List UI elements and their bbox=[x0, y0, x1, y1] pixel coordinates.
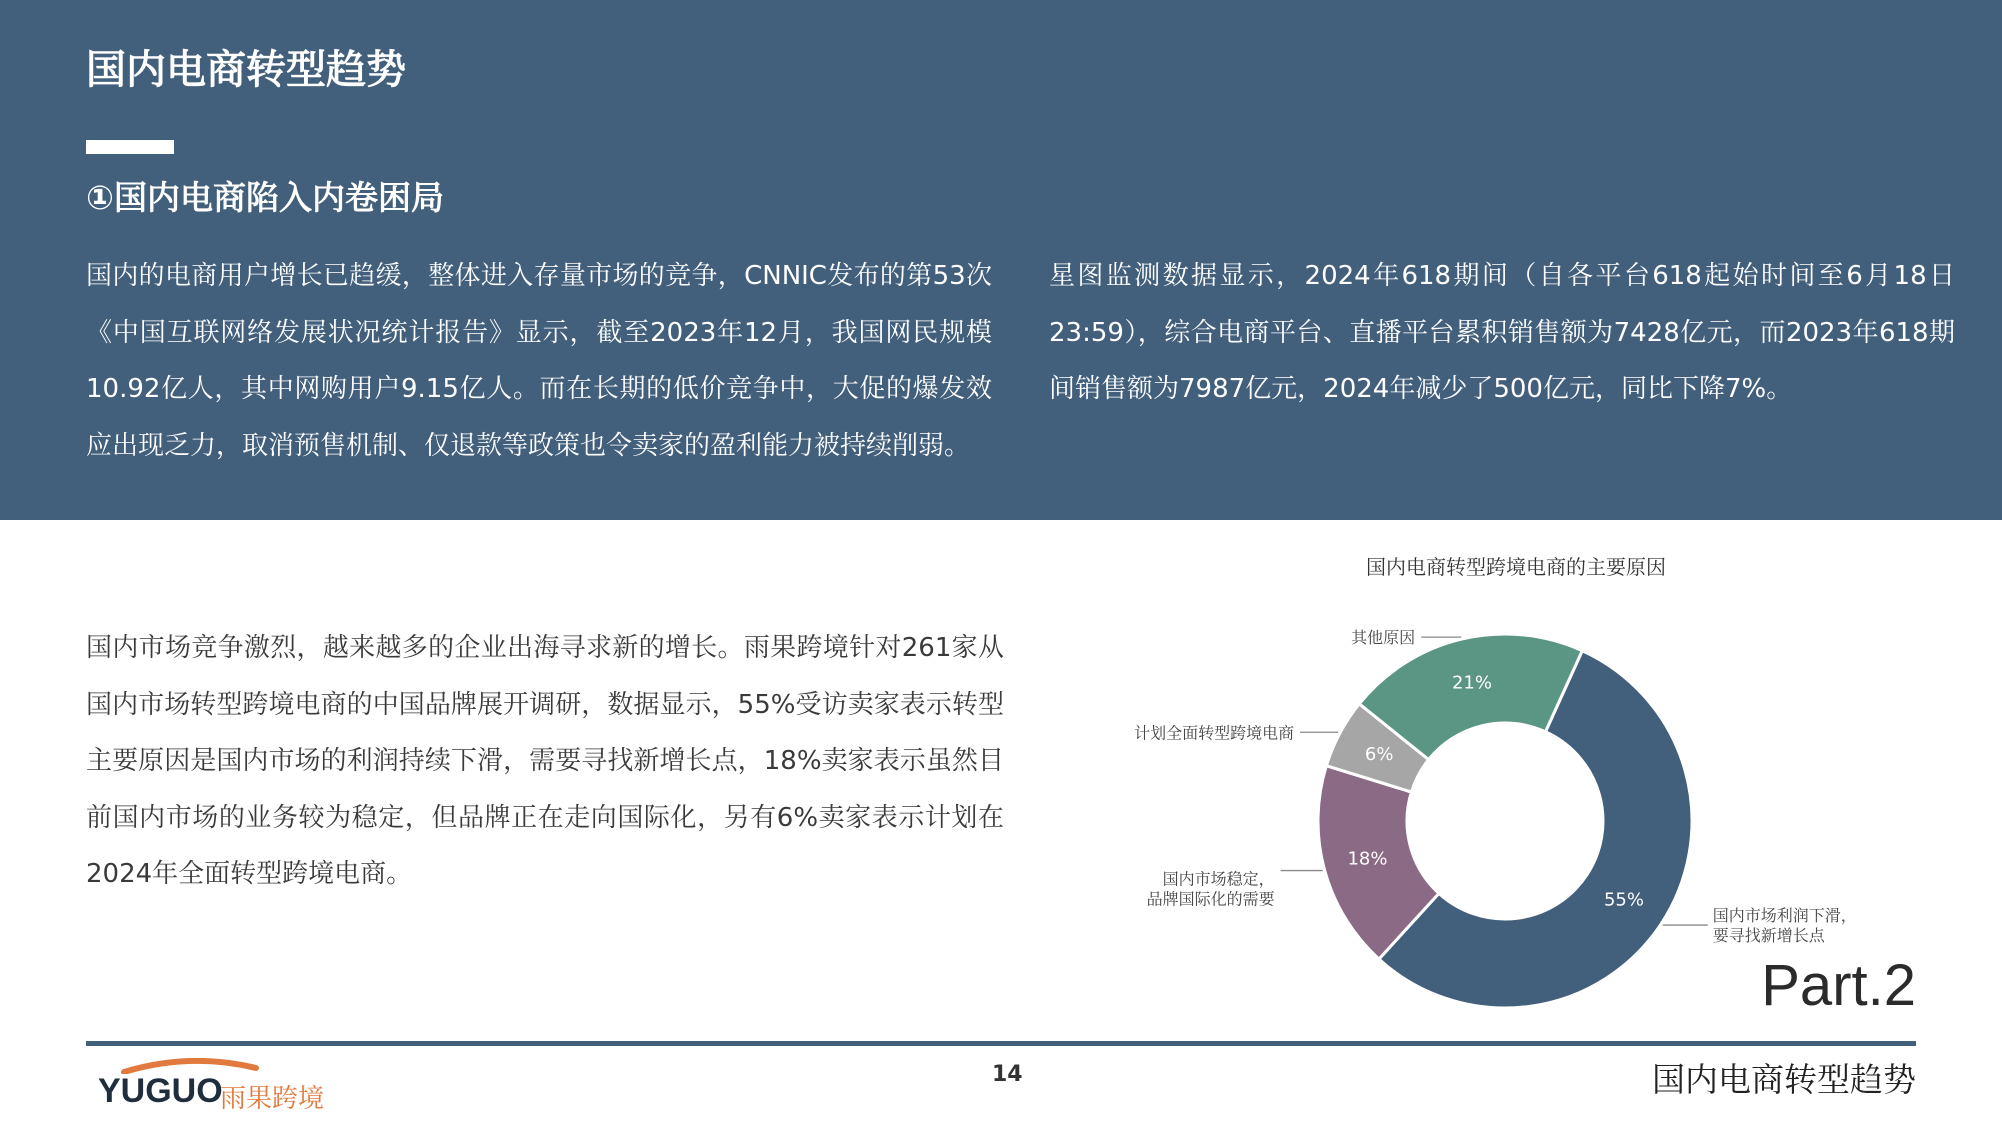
paragraph-user-growth: 国内的电商用户增长已趋缓，整体进入存量市场的竞争，CNNIC发布的第53次《中国互联网络发展状况统计报告》显示，截至2023年12月，我国网民规模10.92亿人，其中网购用户9.15亿人。而在长期的低价竞争中，大促的爆发效应出现乏力，取消预售机制、仅退款等政策也令卖家的盈利能力被持续削弱。 bbox=[86, 261, 992, 461]
paragraph-survey: 国内市场竞争激烈，越来越多的企业出海寻求新的增长。雨果跨境针对261家从国内市场转型跨境电商的中国品牌展开调研，数据显示，55%受访卖家表示转型主要原因是国内市场的利润持续下滑，需要寻找新增长点，18%卖家表示虽然目前国内市场的业务较为稳定，但品牌正在走向国际化，另有6%卖家表示计划在2024年全面转型跨境电商。 bbox=[86, 633, 1004, 889]
slice-value-label: 21% bbox=[1451, 672, 1492, 694]
chart-title: 国内电商转型跨境电商的主要原因 bbox=[1366, 555, 1666, 579]
brand-logo bbox=[98, 1058, 338, 1114]
slice-category-label: 其他原因 bbox=[1351, 628, 1416, 648]
page-number: 14 bbox=[992, 1062, 1023, 1087]
slice-value-label: 18% bbox=[1347, 848, 1388, 870]
donut-chart-svg bbox=[1080, 540, 2000, 1010]
section-heading: ①国内电商陷入内卷困局 bbox=[86, 178, 444, 217]
title-underline-bar bbox=[86, 140, 174, 154]
slice-category-label: 国内市场利润下滑， bbox=[1712, 906, 1857, 926]
slice-category-label: 品牌国际化的需要 bbox=[1146, 889, 1275, 909]
logo-text-cn: 雨果跨境 bbox=[220, 1084, 325, 1114]
page-title: 国内电商转型趋势 bbox=[86, 47, 406, 93]
donut-chart bbox=[1080, 540, 2000, 1010]
slice-value-label: 6% bbox=[1364, 744, 1394, 766]
footer-divider bbox=[86, 1041, 1916, 1046]
paragraph-618-sales: 星图监测数据显示，2024年618期间（自各平台618起始时间至6月18日23:59），综合电商平台、直播平台累积销售额为7428亿元，而2023年618期间销售额为7987亿元，2024年减少了500亿元，同比下降7%。 bbox=[1049, 261, 1955, 404]
slice-category-label: 要寻找新增长点 bbox=[1712, 926, 1825, 946]
slice-category-label: 国内市场稳定， bbox=[1162, 869, 1275, 889]
footer-title: 国内电商转型趋势 bbox=[1652, 1060, 1916, 1099]
logo-text-en: YUGUO bbox=[98, 1072, 223, 1110]
part-label: Part.2 bbox=[1761, 953, 1916, 1018]
slice-value-label: 55% bbox=[1603, 889, 1644, 911]
slice-category-label: 计划全面转型跨境电商 bbox=[1134, 723, 1295, 743]
